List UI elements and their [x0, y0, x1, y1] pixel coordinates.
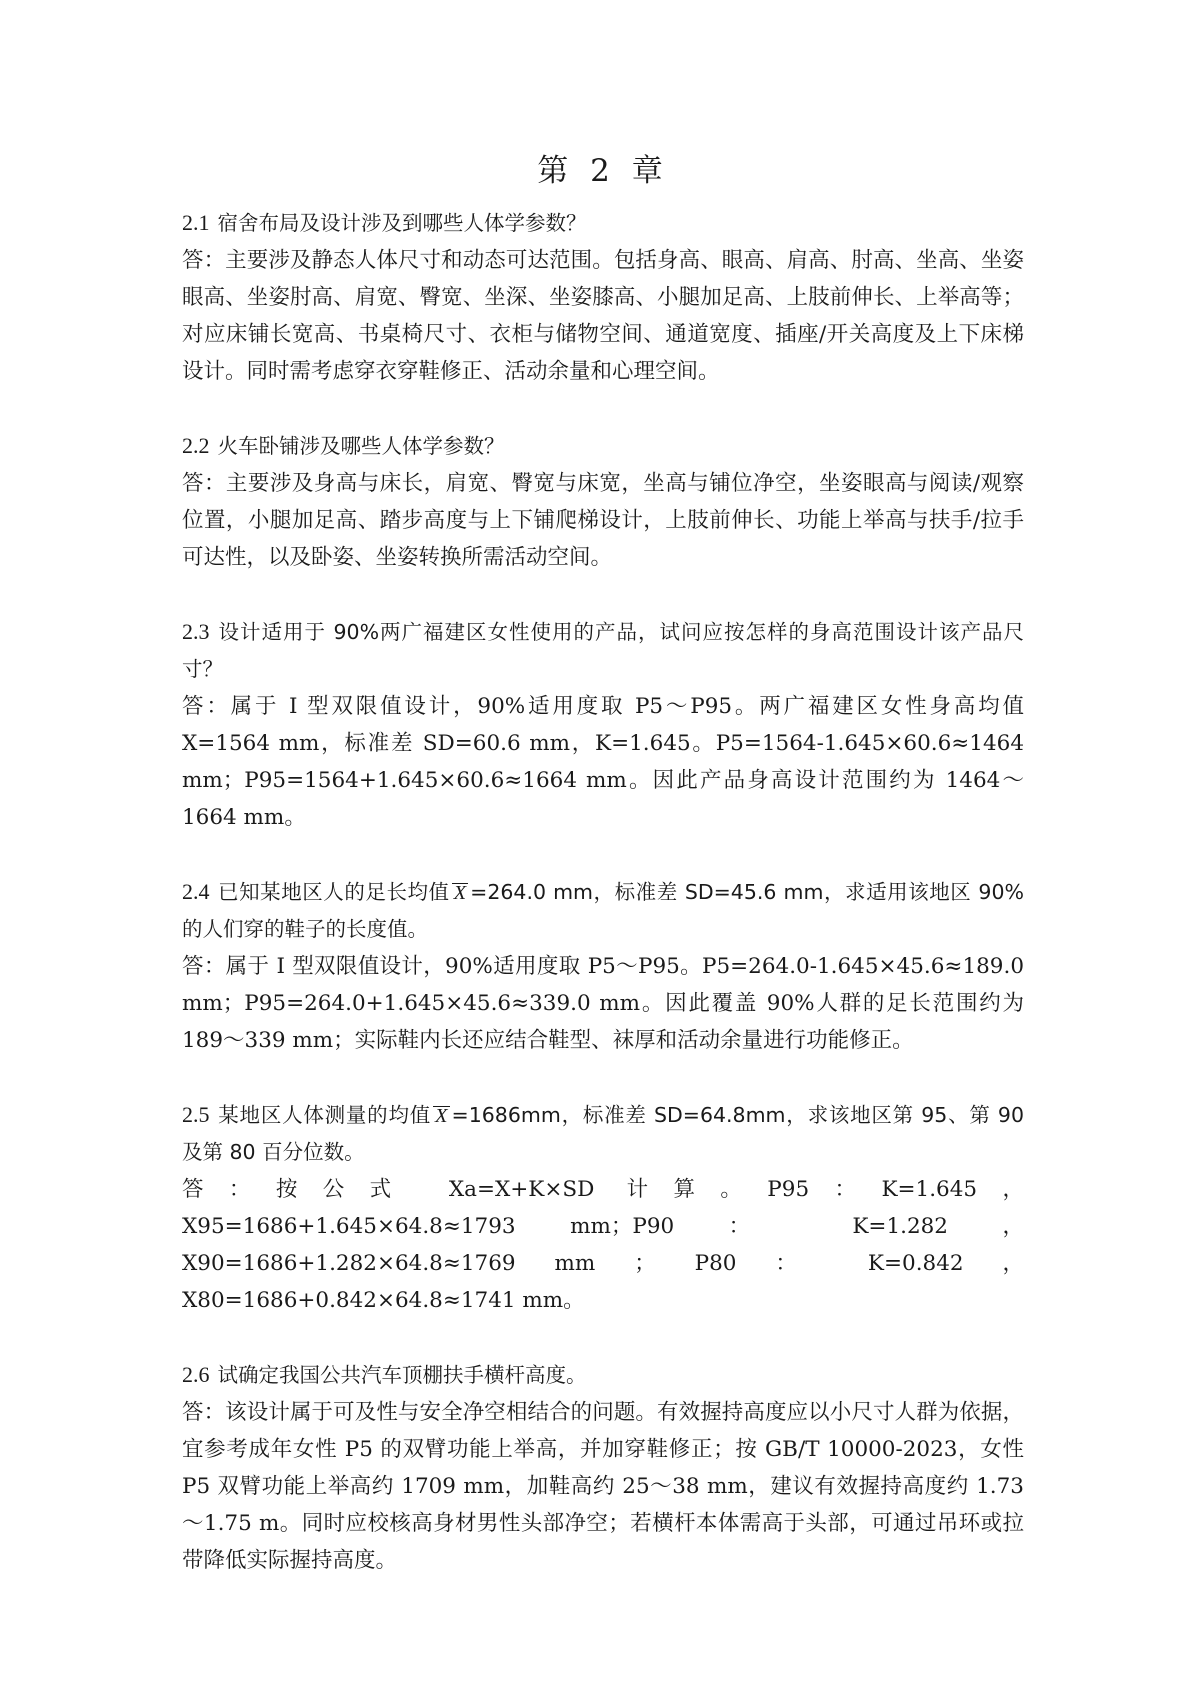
question-text: 宿舍布局及设计涉及到哪些人体学参数？ — [217, 211, 587, 235]
section-2-5 — [182, 1096, 1024, 1319]
answer-text: 答：主要涉及身高与床长，肩宽、臀宽与床宽，坐高与铺位净空，坐姿眼高与阅读/观察位置，小腿加足高、踏步高度与上下铺爬梯设计，上肢前伸长、功能上举高与扶手/拉手可达性，以及卧姿、坐姿转换所需活动空间。 — [182, 471, 1024, 570]
question-number: 2.5 — [182, 1102, 210, 1127]
section-2-3 — [182, 613, 1024, 836]
question — [182, 427, 1024, 465]
answer-text: 答：按公式 Xa=X+K×SD 计算。P95：K=1.645，X95=1686+1.645×64.8≈1793 mm；P90 ： K=1.282 ， X90=1686+1.282×64.8≈1769 mm ； P80 ： K=0.842 ， X80=1686+0.842×64.8≈1741 mm。 — [182, 1177, 1024, 1313]
question-number: 2.1 — [182, 210, 210, 235]
question-text-post: =264.0 mm，标准差 SD=45.6 mm，求适用该地区 90%的人们穿的鞋子的长度值。 — [182, 880, 1024, 941]
answer-text: 答：该设计属于可及性与安全净空相结合的问题。有效握持高度应以小尺寸人群为依据，宜参考成年女性 P5 的双臂功能上举高，并加穿鞋修正；按 GB/T 10000-2023，女性 P5 双臂功能上举高约 1709 mm，加鞋高约 25～38 mm，建议有效握持高度约 1.73～1.75 m。同时应校核高身材男性头部净空；若横杆本体需高于头部，可通过吊环或拉带降低实际握持高度。 — [182, 1400, 1024, 1573]
answer-text: 答：属于 I 型双限值设计，90%适用度取 P5～P95。两广福建区女性身高均值 X=1564 mm，标准差 SD=60.6 mm，K=1.645。P5=1564-1.645×60.6≈1464 mm；P95=1564+1.645×60.6≈1664 mm。因此产品身高设计范围约为 1464～1664 mm。 — [182, 694, 1024, 830]
section-2-2 — [182, 427, 1024, 576]
section-2-6 — [182, 1356, 1024, 1579]
question-text: 设计适用于 90%两广福建区女性使用的产品，试问应按怎样的身高范围设计该产品尺寸？ — [182, 620, 1024, 681]
question-text-pre: 某地区人体测量的均值 — [217, 1103, 431, 1127]
section-2-4 — [182, 873, 1024, 1059]
question-text-pre: 已知某地区人的足长均值 — [217, 880, 450, 904]
mean-symbol: X — [435, 1105, 448, 1127]
mean-symbol: X — [453, 882, 467, 904]
question-text: 火车卧铺涉及哪些人体学参数？ — [217, 434, 505, 458]
question-text: 试确定我国公共汽车顶棚扶手横杆高度。 — [217, 1363, 587, 1387]
section-2-1 — [182, 204, 1024, 390]
question-number: 2.2 — [182, 433, 210, 458]
answer-text: 答：属于 I 型双限值设计，90%适用度取 P5～P95。P5=264.0-1.645×45.6≈189.0 mm；P95=264.0+1.645×45.6≈339.0 mm。因此覆盖 90%人群的足长范围约为 189～339 mm；实际鞋内长还应结合鞋型、袜厚和活动余量进行功能修正。 — [182, 954, 1024, 1053]
chapter-title: 第 2 章 — [537, 153, 669, 189]
question — [182, 1096, 1024, 1171]
page-content — [182, 148, 1024, 1616]
question-number: 2.4 — [182, 879, 210, 904]
question-text-post: =1686mm，标准差 SD=64.8mm，求该地区第 95、第 90 及第 80 百分位数。 — [182, 1103, 1024, 1164]
question — [182, 204, 1024, 242]
question — [182, 613, 1024, 688]
question-number: 2.6 — [182, 1362, 210, 1387]
question — [182, 873, 1024, 948]
answer-text: 答：主要涉及静态人体尺寸和动态可达范围。包括身高、眼高、肩高、肘高、坐高、坐姿眼高、坐姿肘高、肩宽、臀宽、坐深、坐姿膝高、小腿加足高、上肢前伸长、上举高等；对应床铺长宽高、书桌椅尺寸、衣柜与储物空间、通道宽度、插座/开关高度及上下床梯设计。同时需考虑穿衣穿鞋修正、活动余量和心理空间。 — [182, 248, 1024, 384]
question-number: 2.3 — [182, 619, 210, 644]
question — [182, 1356, 1024, 1394]
